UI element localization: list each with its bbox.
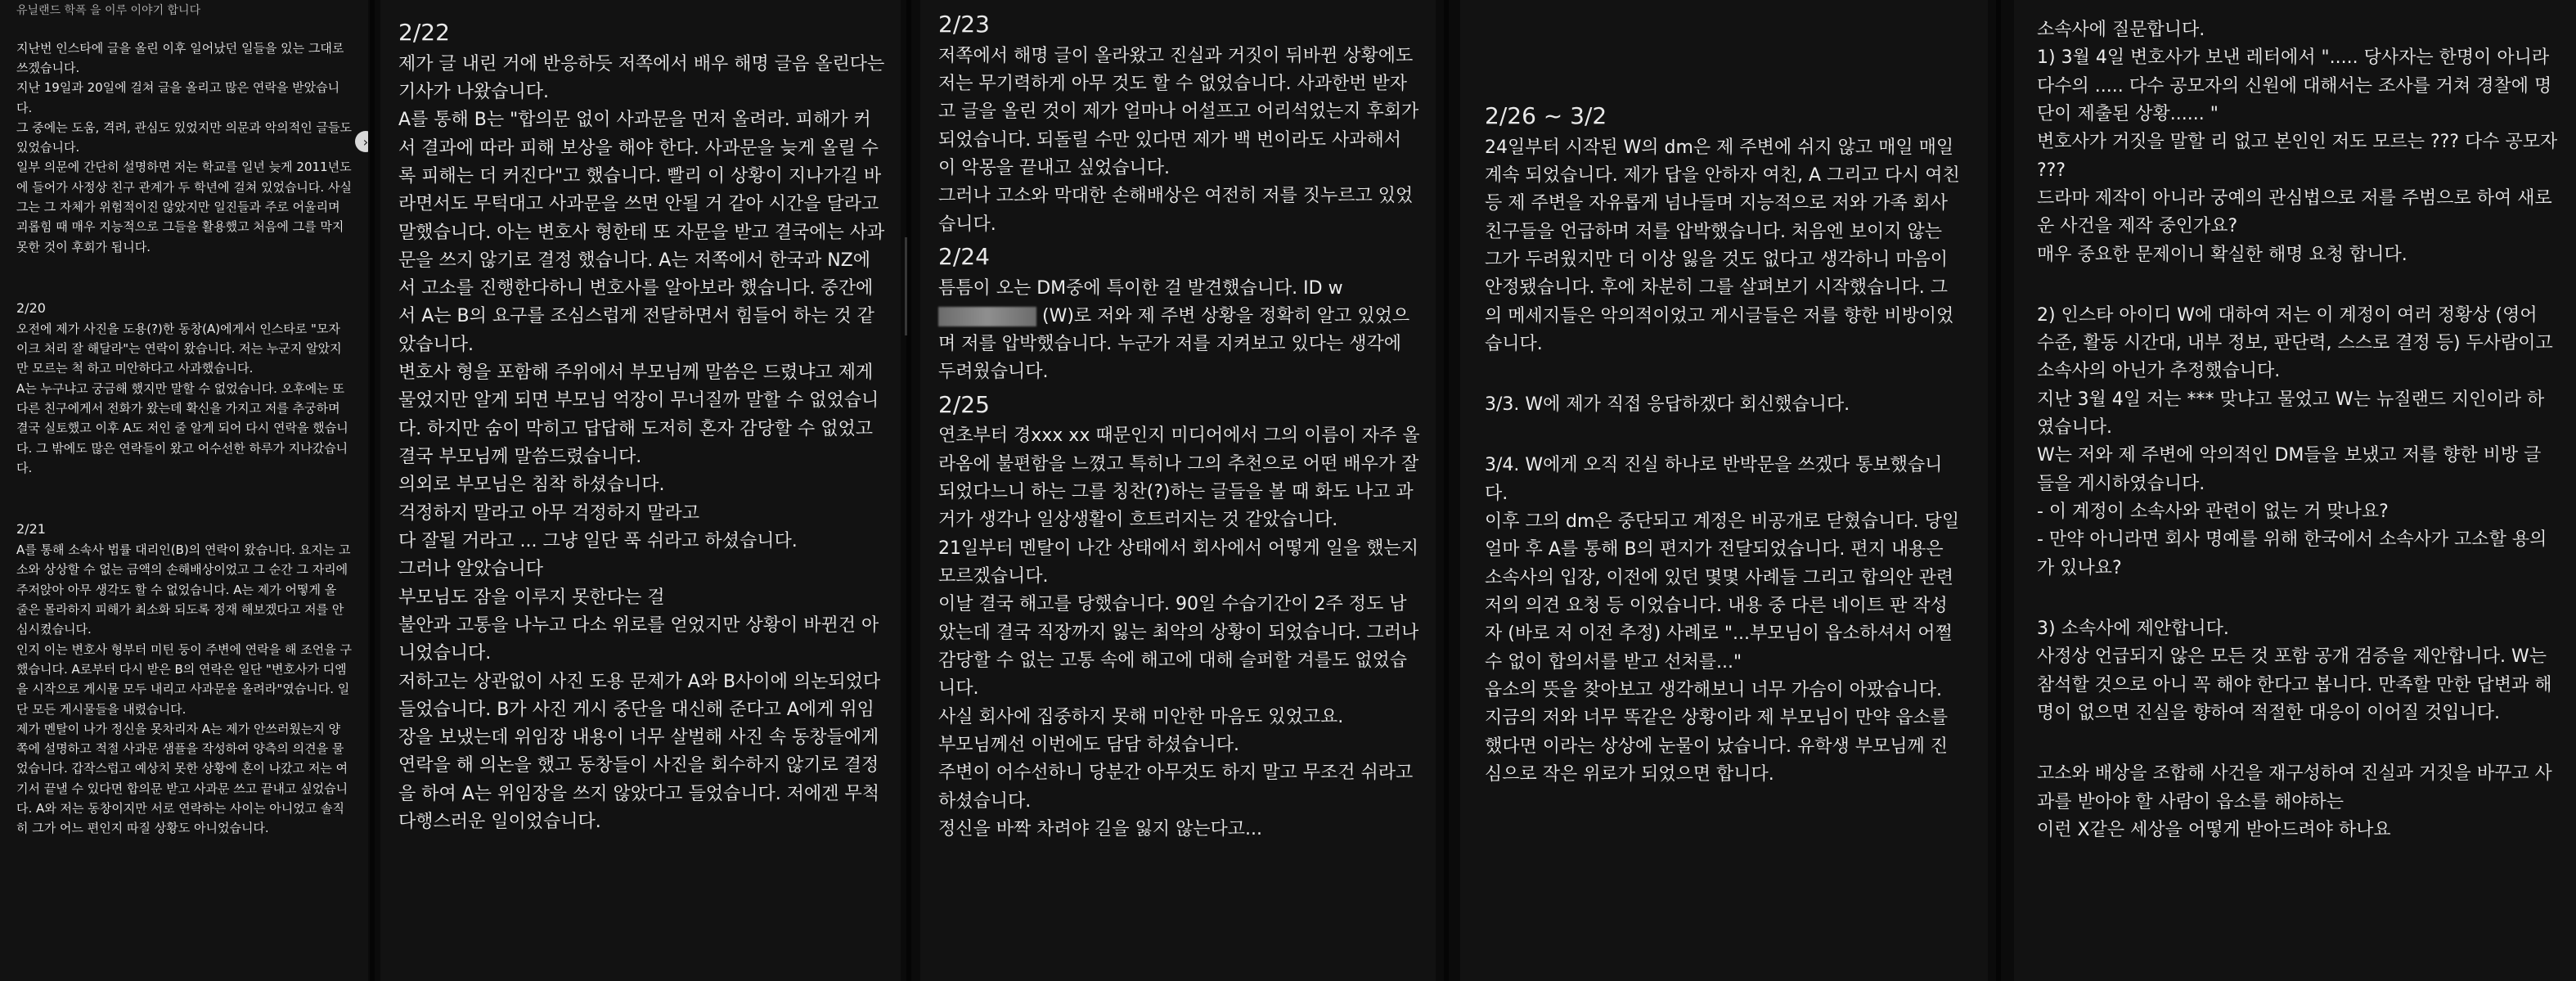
p5-line-9: - 이 계정이 소속사와 관련이 없는 거 맞나요? (2037, 502, 2389, 522)
p3-line-11: 정신을 바짝 차려야 길을 잃지 않는다고... (938, 818, 1262, 839)
p3-line-5: 연초부터 경xxx xx 때문인지 미디어에서 그의 이름이 자주 올라옴에 불편함을 느꼈고 특히나 그의 추천으로 어떤 배우가 잘 되었다느니 하는 그를 칭찬(?)하는 글들을 볼 때 화도 나고 과거가 생각나 일상생활이 흐트러지는 것 같았습니다. (938, 425, 1420, 531)
p3-line-8: 사실 회사에 집중하지 못해 미안한 마음도 있었고요. (938, 706, 1344, 727)
date-2-22: 2/22 (398, 19, 450, 46)
p5-line-6: 2) 인스타 아이디 W에 대하여 저는 이 계정이 여러 정황상 (영어 수준, 활동 시간대, 내부 정보, 판단력, 스스로 결정 등) 두사람이고 소속사의 아닌가 추정했습니다. (2037, 304, 2553, 382)
p2-line-0: 제가 글 내린 거에 반응하듯 저쪽에서 배우 해명 글음 올린다는 기사가 나왔습니다. (398, 53, 885, 102)
p5-line-8: W는 저와 제 주변에 악의적인 DM들을 보냈고 저를 향한 비방 글들을 게시하였습니다. (2037, 445, 2542, 494)
p1-line-13: 제가 멘탈이 나가 정신을 못차리자 A는 제가 안쓰러웠는지 양쪽에 설명하고 적절 사과문 샘플을 작성하여 양측의 의견을 물었습니다. 갑작스럽고 예상치 못한 상황에 혼이 나갔고 저는 여기서 끝낼 수 있다면 합의문 받고 사과문 쓰고 끝내고 싶었습니다. A와 저는 동창이지만 서로 연락하는 사이는 아니었고 솔직히 그가 어느 편인지 따질 상황도 아니었습니다. (16, 721, 348, 836)
p5-line-7: 지난 3월 4일 저는 *** 맞냐고 물었고 W는 뉴질랜드 지인이라 하였습니다. (2037, 389, 2545, 439)
note-panel-5 (2014, 0, 2576, 981)
date-2-24: 2/24 (938, 242, 990, 270)
p5-line-0: 소속사에 질문합니다. (2037, 20, 2205, 40)
p2-line-8: 불안과 고통을 나누고 다소 위로를 얻었지만 상황이 바뀐건 아니었습니다. (398, 614, 879, 664)
note-panel-4 (1460, 0, 1988, 981)
p5-line-12: 3) 소속사에 제안합니다. (2037, 618, 2229, 639)
date-2-23: 2/23 (938, 11, 990, 38)
p1-line-12: 인지 이는 변호사 형부터 미틴 둥이 주변에 연락을 해 조언을 구했습니다. A로부터 다시 받은 B의 연락은 일단 "변호사가 디엠을 시작으로 게시물 모두 내리고 사과문을 올려라"였습니다. 일단 모든 게시물들을 내렸습니다. (16, 641, 352, 717)
p1-line-2: 지난 19일과 20일에 걸쳐 글을 올리고 많은 연락을 받았습니다. (16, 80, 340, 115)
divider-3 (1444, 0, 1449, 981)
scroll-bar[interactable] (905, 237, 907, 335)
p3-line-6: 21일부터 멘탈이 나간 상태에서 회사에서 어떻게 일을 했는지 모르겠습니다. (938, 538, 1418, 587)
p2-line-4: 걱정하지 말라고 아무 걱정하지 말라고 (398, 502, 700, 524)
p4-line-4: 3/4. W에게 오직 진실 하나로 반박문을 쓰겠다 통보했습니다. (1485, 455, 1943, 504)
p3-line-1: 그러나 고소와 막대한 손해배상은 여전히 저를 짓누르고 있었습니다. (938, 186, 1414, 235)
p3-line-9: 부모님께선 이번에도 담담 하셨습니다. (938, 734, 1240, 755)
date-2-20: 2/20 (16, 299, 46, 316)
panel-1-text (0, 0, 368, 839)
panel-2-text (380, 0, 901, 836)
p3-line-7: 이날 결국 해고를 당했습니다. 90일 수습기간이 2주 정도 남았는데 결국 직장까지 잃는 최악의 상황이 되었습니다. 그러나 감당할 수 없는 고통 속에 해고에 대해 슬퍼할 겨를도 없었습니다. (938, 594, 1419, 700)
p2-line-6: 그러나 알았습니다 (398, 559, 544, 580)
p1-line-1: 지난번 인스타에 글을 올린 이후 일어났던 일들을 있는 그대로 쓰겠습니다. (16, 40, 344, 75)
p1-line-4: 일부 의문에 간단히 설명하면 저는 학교를 일년 늦게 2011년도에 들어가 사정상 친구 관계가 두 학년에 걸쳐 있었습니다. 사실 그는 그 자체가 위험적이진 않았지만 일진들과 주로 어울리며 괴롭힘 때 매우 지능적으로 그들을 활용했고 처음에 그를 막지 못한 것이 후회가 됩니다. (16, 160, 352, 254)
p1-line-11: A를 통해 소속사 법률 대리인(B)의 연락이 왔습니다. 요지는 고소와 상상할 수 없는 금액의 손해배상이었고 그 순간 그 자리에 주저앉아 아무 생각도 할 수 없었습니다. A는 제가 어떻게 올 줄은 몰라하지 피해가 최소화 되도록 정재 해보겠다고 저를 안심시켰습니다. (16, 542, 351, 637)
scroll-next-icon[interactable]: › (355, 131, 368, 152)
p2-line-7: 부모님도 잠을 이루지 못한다는 걸 (398, 587, 665, 608)
divider-4 (1996, 0, 2001, 981)
p5-line-4: 매우 중요한 문제이니 확실한 해명 요청 합니다. (2037, 244, 2407, 265)
p3-line-10: 주변이 어수선하니 당분간 아무것도 하지 말고 무조건 쉬라고 하셨습니다. (938, 763, 1414, 812)
p2-line-5: 다 잘될 거라고 ... 그냥 일단 푹 쉬라고 하셨습니다. (398, 530, 798, 551)
p2-line-2: 변호사 형을 포함해 주위에서 부모님께 말씀은 드렸냐고 제게 물었지만 알게 되면 부모님 억장이 무너질까 말할 수 없었습니다. 하지만 숨이 막히고 답답해 도저히 혼자 감당할 수 없었고 결국 부모님께 말씀드렸습니다. (398, 362, 879, 468)
note-panel-2 (380, 0, 901, 981)
p2-line-9: 저하고는 상관없이 사진 도용 문제가 A와 B사이에 의논되었다 들었습니다. B가 사진 게시 중단을 대신해 준다고 A에게 위임장을 보냈는데 위임장 내용이 너무 살벌해 사진 속 동창들에게 연락을 해 의논을 했고 동창들이 사진을 회수하지 않기로 결정을 하여 A는 위임장을 쓰지 않았다고 들었습니다. 저에겐 무척 다행스러운 일이었습니다. (398, 671, 881, 833)
p3-line-0: 저쪽에서 해명 글이 올라왔고 진실과 거짓이 뒤바뀐 상황에도 저는 무기력하게 아무 것도 할 수 없었습니다. 사과한번 받자고 글을 올린 것이 제가 얼마나 어설프고 어리석었는지 후회가 되었습니다. 되돌릴 수만 있다면 제가 백 번이라도 사과해서 이 악몽을 끝내고 싶었습니다. (938, 45, 1419, 178)
p3-line-3-text-rest: (W)로 저와 제 주변 상황을 정확히 알고 있었으며 저를 압박했습니다. 누군가 저를 지켜보고 있다는 생각에 두려웠습니다. (938, 305, 1410, 383)
date-2-26-3-2: 2/26 ~ 3/2 (1485, 102, 1607, 129)
p1-line-3: 그 중에는 도움, 격려, 관심도 있었지만 의문과 악의적인 글들도 있었습니다. (16, 119, 352, 155)
date-2-21: 2/21 (16, 521, 46, 538)
panel-4-text (1460, 0, 1988, 789)
p5-line-13: 사정상 언급되지 않은 모든 것 포함 공개 검증을 제안합니다. W는 참석할 것으로 아니 꼭 해야 한다고 봅니다. 만족할 만한 답변과 해명이 없으면 진실을 향하여 적절한 대응이 이어질 것입니다. (2037, 646, 2552, 723)
p5-line-16: 이런 X같은 세상을 어떻게 받아드려야 하나요 (2037, 819, 2391, 840)
p5-line-15: 고소와 배상을 조합해 사건을 재구성하여 진실과 거짓을 바꾸고 사과를 받아야 할 사람이 읍소를 해야하는 (2037, 763, 2552, 812)
panel-5-text (2014, 0, 2576, 844)
p3-line-3-text: 틈틈이 오는 DM중에 특이한 걸 발견했습니다. ID w (938, 277, 1343, 299)
divider-1 (370, 0, 375, 981)
p4-line-6: 읍소의 뜻을 찾아보고 생각해보니 너무 가슴이 아팠습니다. 지금의 저와 너무 똑같은 상황이라 제 부모님이 만약 읍소를 했다면 이라는 상상에 눈물이 났습니다. 유학생 부모님께 진심으로 작은 위로가 되었으면 합니다. (1485, 679, 1948, 785)
p5-line-10: - 만약 아니라면 회사 명예를 위해 한국에서 소속사가 고소할 용의가 있나요? (2037, 529, 2547, 578)
p4-line-0: 24일부터 시작된 W의 dm은 제 주변에 쉬지 않고 매일 매일 계속 되었습니다. 제가 답을 안하자 여친, A 그리고 다시 여친 등 제 주변을 자유롭게 넘나들며 지능적으로 저와 가족 회사 친구들을 언급하며 저를 압박했습니다. 처음엔 보이지 않는 그가 두려웠지만 더 이상 잃을 것도 없다고 생각하니 마음이 안정됐습니다. 후에 차분히 그를 살펴보기 시작했습니다. 그의 메세지들은 악의적이었고 게시글들은 저를 향한 비방이었습니다. (1485, 137, 1960, 354)
p5-line-1: 1) 3월 4일 변호사가 보낸 레터에서 "..... 당사자는 한명이 아니라 다수의 ..... 다수 공모자의 신원에 대해서는 조사를 거쳐 경찰에 명단이 제출된 상황...... " (2037, 47, 2552, 124)
date-2-25: 2/25 (938, 390, 990, 418)
p2-line-1: A를 통해 B는 "합의문 없이 사과문을 먼저 올려라. 피해가 커서 결과에 따라 피해 보상을 해야 한다. 사과문을 늦게 올릴 수록 피해는 더 커진다"고 했습니다. 빨리 이 상황이 지나가길 바라면서도 무턱대고 사과문을 쓰면 안될 거 같아 시간을 달라고 말했습니다. 아는 변호사 형한테 또 자문을 받고 결국에는 사과문을 쓰지 않기로 결정 했습니다. A는 저쪽에서 한국과 NZ에서 고소를 진행한다하니 변호사를 알아보라 했습니다. 중간에서 A는 B의 요구를 조심스럽게 전달하면서 힘들어 하는 것 같았습니다. (398, 110, 885, 355)
p1-line-7: 오전에 제가 사진을 도용(?)한 동창(A)에게서 인스타로 "모자이크 처리 잘 해달라"는 연락이 왔습니다. 저는 누군지 알았지만 모르는 척 하고 미안하다고 사과했습니다. (16, 321, 342, 376)
divider-2 (906, 0, 911, 981)
redacted-id (938, 307, 1036, 326)
note-panel-3 (920, 0, 1436, 981)
p3-line-3 (938, 275, 1423, 387)
p4-line-2: 3/3. W에 제가 직접 응답하겠다 회신했습니다. (1485, 394, 1850, 416)
p4-line-5: 이후 그의 dm은 중단되고 계정은 비공개로 닫혔습니다. 당일 얼마 후 A를 통해 B의 편지가 전달되었습니다. 편지 내용은 소속사의 입장, 이전에 있던 몇몇 사례들 그리고 합의안 관련 저의 의견 요청 등 이었습니다. 내용 중 다른 네이트 판 작성자 (바로 저 이전 추정) 사례로 "...부모님이 읍소하셔서 어쩔 수 없이 합의서를 받고 선처를..." (1485, 511, 1960, 673)
p2-line-3: 의외로 부모님은 침착 하셨습니다. (398, 475, 665, 496)
p5-line-2: 변호사가 거짓을 말할 리 없고 본인인 저도 모르는 ??? 다수 공모자 ??? (2037, 132, 2558, 181)
note-panel-1 (0, 0, 368, 981)
panel-3-text (920, 0, 1436, 844)
p1-line-0: 유닐랜드 학폭 을 이루 이야기 합니다 (16, 4, 201, 17)
p1-line-8: A는 누구냐고 궁금해 했지만 말할 수 없었습니다. 오후에는 또 다른 친구에게서 전화가 왔는데 확신을 가지고 저를 추궁하며 결국 실토했고 이후 A도 저인 줄 알게 되어 다시 연락을 했습니다. 그 밖에도 많은 연락들이 왔고 어수선한 하루가 지나갔습니다. (16, 380, 348, 475)
p5-line-3: 드라마 제작이 아니라 궁예의 관심법으로 저를 주범으로 하여 새로운 사건을 제작 중인가요? (2037, 187, 2552, 237)
